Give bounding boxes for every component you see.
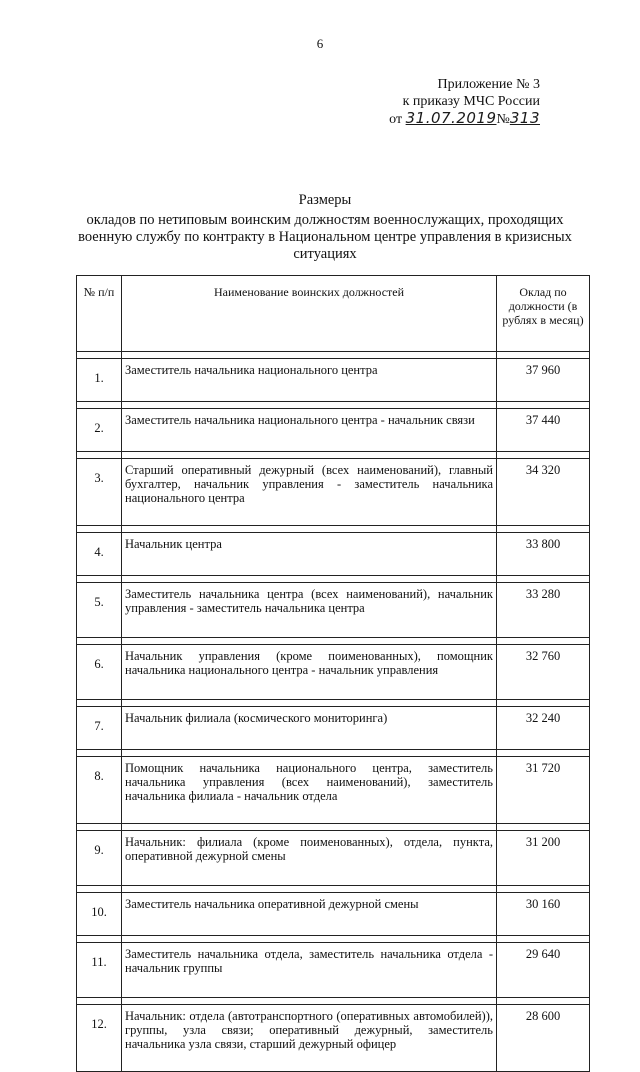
salary-value: 34 320 [497, 459, 590, 526]
row-separator [77, 998, 590, 1005]
order-date-number-line [389, 110, 540, 128]
separator-cell [497, 824, 590, 831]
separator-cell [497, 402, 590, 409]
salary-value: 32 760 [497, 645, 590, 700]
position-name: Заместитель начальника центра (всех наименований), начальник управления - заместитель начальника центра [122, 583, 497, 638]
position-name: Заместитель начальника отдела, заместитель начальника отдела - начальник группы [122, 943, 497, 998]
row-number: 7. [77, 707, 122, 750]
row-number: 6. [77, 645, 122, 700]
salary-value: 29 640 [497, 943, 590, 998]
separator-cell [77, 998, 122, 1005]
separator-cell [122, 886, 497, 893]
table-row [77, 645, 590, 700]
salary-value: 37 960 [497, 359, 590, 402]
table-row [77, 831, 590, 886]
table-row [77, 409, 590, 452]
order-number-sign: № [496, 112, 510, 127]
table-row [77, 893, 590, 936]
table-row [77, 533, 590, 576]
position-name: Заместитель начальника национального центра [122, 359, 497, 402]
position-name: Начальник управления (кроме поименованных), помощник начальника национального центра - начальник управления [122, 645, 497, 700]
row-separator [77, 402, 590, 409]
table-row [77, 943, 590, 998]
table-row [77, 1005, 590, 1072]
salary-value: 33 280 [497, 583, 590, 638]
header-name: Наименование воинских должностей [122, 276, 497, 352]
order-date-handwritten: 31.07.2019 [405, 109, 497, 127]
salary-value: 31 720 [497, 757, 590, 824]
order-number-handwritten: 313 [509, 109, 540, 127]
separator-cell [497, 936, 590, 943]
header-num: № п/п [77, 276, 122, 352]
appendix-header [389, 76, 540, 128]
row-separator [77, 750, 590, 757]
table-row [77, 459, 590, 526]
row-number: 9. [77, 831, 122, 886]
row-separator [77, 936, 590, 943]
row-separator [77, 452, 590, 459]
table-header-row [77, 276, 590, 352]
separator-cell [497, 352, 590, 359]
separator-cell [497, 886, 590, 893]
separator-cell [77, 886, 122, 893]
row-separator [77, 576, 590, 583]
row-number: 4. [77, 533, 122, 576]
header-salary: Оклад по должности (в рублях в месяц) [497, 276, 590, 352]
position-name: Помощник начальника национального центра, заместитель начальника управления (всех наименований), заместитель начальника филиала - начальник отдела [122, 757, 497, 824]
separator-cell [122, 402, 497, 409]
title-line-1: Размеры [298, 192, 352, 208]
row-number: 3. [77, 459, 122, 526]
table-row [77, 583, 590, 638]
separator-cell [497, 526, 590, 533]
separator-cell [77, 526, 122, 533]
position-name: Начальник филиала (космического мониторинга) [122, 707, 497, 750]
row-separator [77, 700, 590, 707]
separator-cell [497, 750, 590, 757]
row-separator [77, 352, 590, 359]
separator-cell [122, 824, 497, 831]
separator-cell [497, 998, 590, 1005]
separator-cell [77, 824, 122, 831]
row-number: 5. [77, 583, 122, 638]
separator-cell [497, 452, 590, 459]
row-separator [77, 886, 590, 893]
separator-cell [77, 352, 122, 359]
salary-value: 32 240 [497, 707, 590, 750]
appendix-line-2: к приказу МЧС России [402, 94, 540, 109]
position-name: Заместитель начальника национального центра - начальник связи [122, 409, 497, 452]
position-name: Начальник: филиала (кроме поименованных), отдела, пункта, оперативной дежурной смены [122, 831, 497, 886]
salary-value: 31 200 [497, 831, 590, 886]
table-row [77, 359, 590, 402]
position-name: Начальник: отдела (автотранспортного (оперативных автомобилей)), группы, узла связи; оперативный дежурный, заместитель начальника узла связи, старший дежурный офицер [122, 1005, 497, 1072]
separator-cell [122, 526, 497, 533]
row-separator [77, 526, 590, 533]
row-number: 11. [77, 943, 122, 998]
position-name: Начальник центра [122, 533, 497, 576]
separator-cell [77, 936, 122, 943]
separator-cell [77, 402, 122, 409]
salary-table [76, 275, 590, 1072]
separator-cell [497, 700, 590, 707]
separator-cell [122, 352, 497, 359]
title-line-2: окладов по нетиповым воинским должностям военнослужащих, проходящих военную службу по контракту в Национальном центре управления в кризисных ситуациях [78, 212, 572, 262]
row-number: 12. [77, 1005, 122, 1072]
separator-cell [122, 638, 497, 645]
separator-cell [497, 638, 590, 645]
salary-value: 28 600 [497, 1005, 590, 1072]
page-number: 6 [316, 36, 324, 51]
table-body [77, 352, 590, 1072]
row-separator [77, 638, 590, 645]
separator-cell [122, 936, 497, 943]
position-name: Заместитель начальника оперативной дежурной смены [122, 893, 497, 936]
separator-cell [122, 750, 497, 757]
salary-value: 33 800 [497, 533, 590, 576]
separator-cell [122, 700, 497, 707]
table-row [77, 707, 590, 750]
salary-value: 37 440 [497, 409, 590, 452]
separator-cell [77, 576, 122, 583]
appendix-line-1: Приложение № 3 [437, 77, 540, 92]
row-separator [77, 824, 590, 831]
salary-value: 30 160 [497, 893, 590, 936]
row-number: 10. [77, 893, 122, 936]
separator-cell [77, 750, 122, 757]
row-number: 8. [77, 757, 122, 824]
separator-cell [122, 576, 497, 583]
separator-cell [77, 638, 122, 645]
separator-cell [77, 452, 122, 459]
document-title [60, 192, 590, 263]
order-prefix: от [389, 112, 403, 127]
separator-cell [77, 700, 122, 707]
separator-cell [497, 576, 590, 583]
separator-cell [122, 452, 497, 459]
separator-cell [122, 998, 497, 1005]
row-number: 2. [77, 409, 122, 452]
position-name: Старший оперативный дежурный (всех наименований), главный бухгалтер, начальник управления - заместитель начальника национального центра [122, 459, 497, 526]
table-row [77, 757, 590, 824]
row-number: 1. [77, 359, 122, 402]
